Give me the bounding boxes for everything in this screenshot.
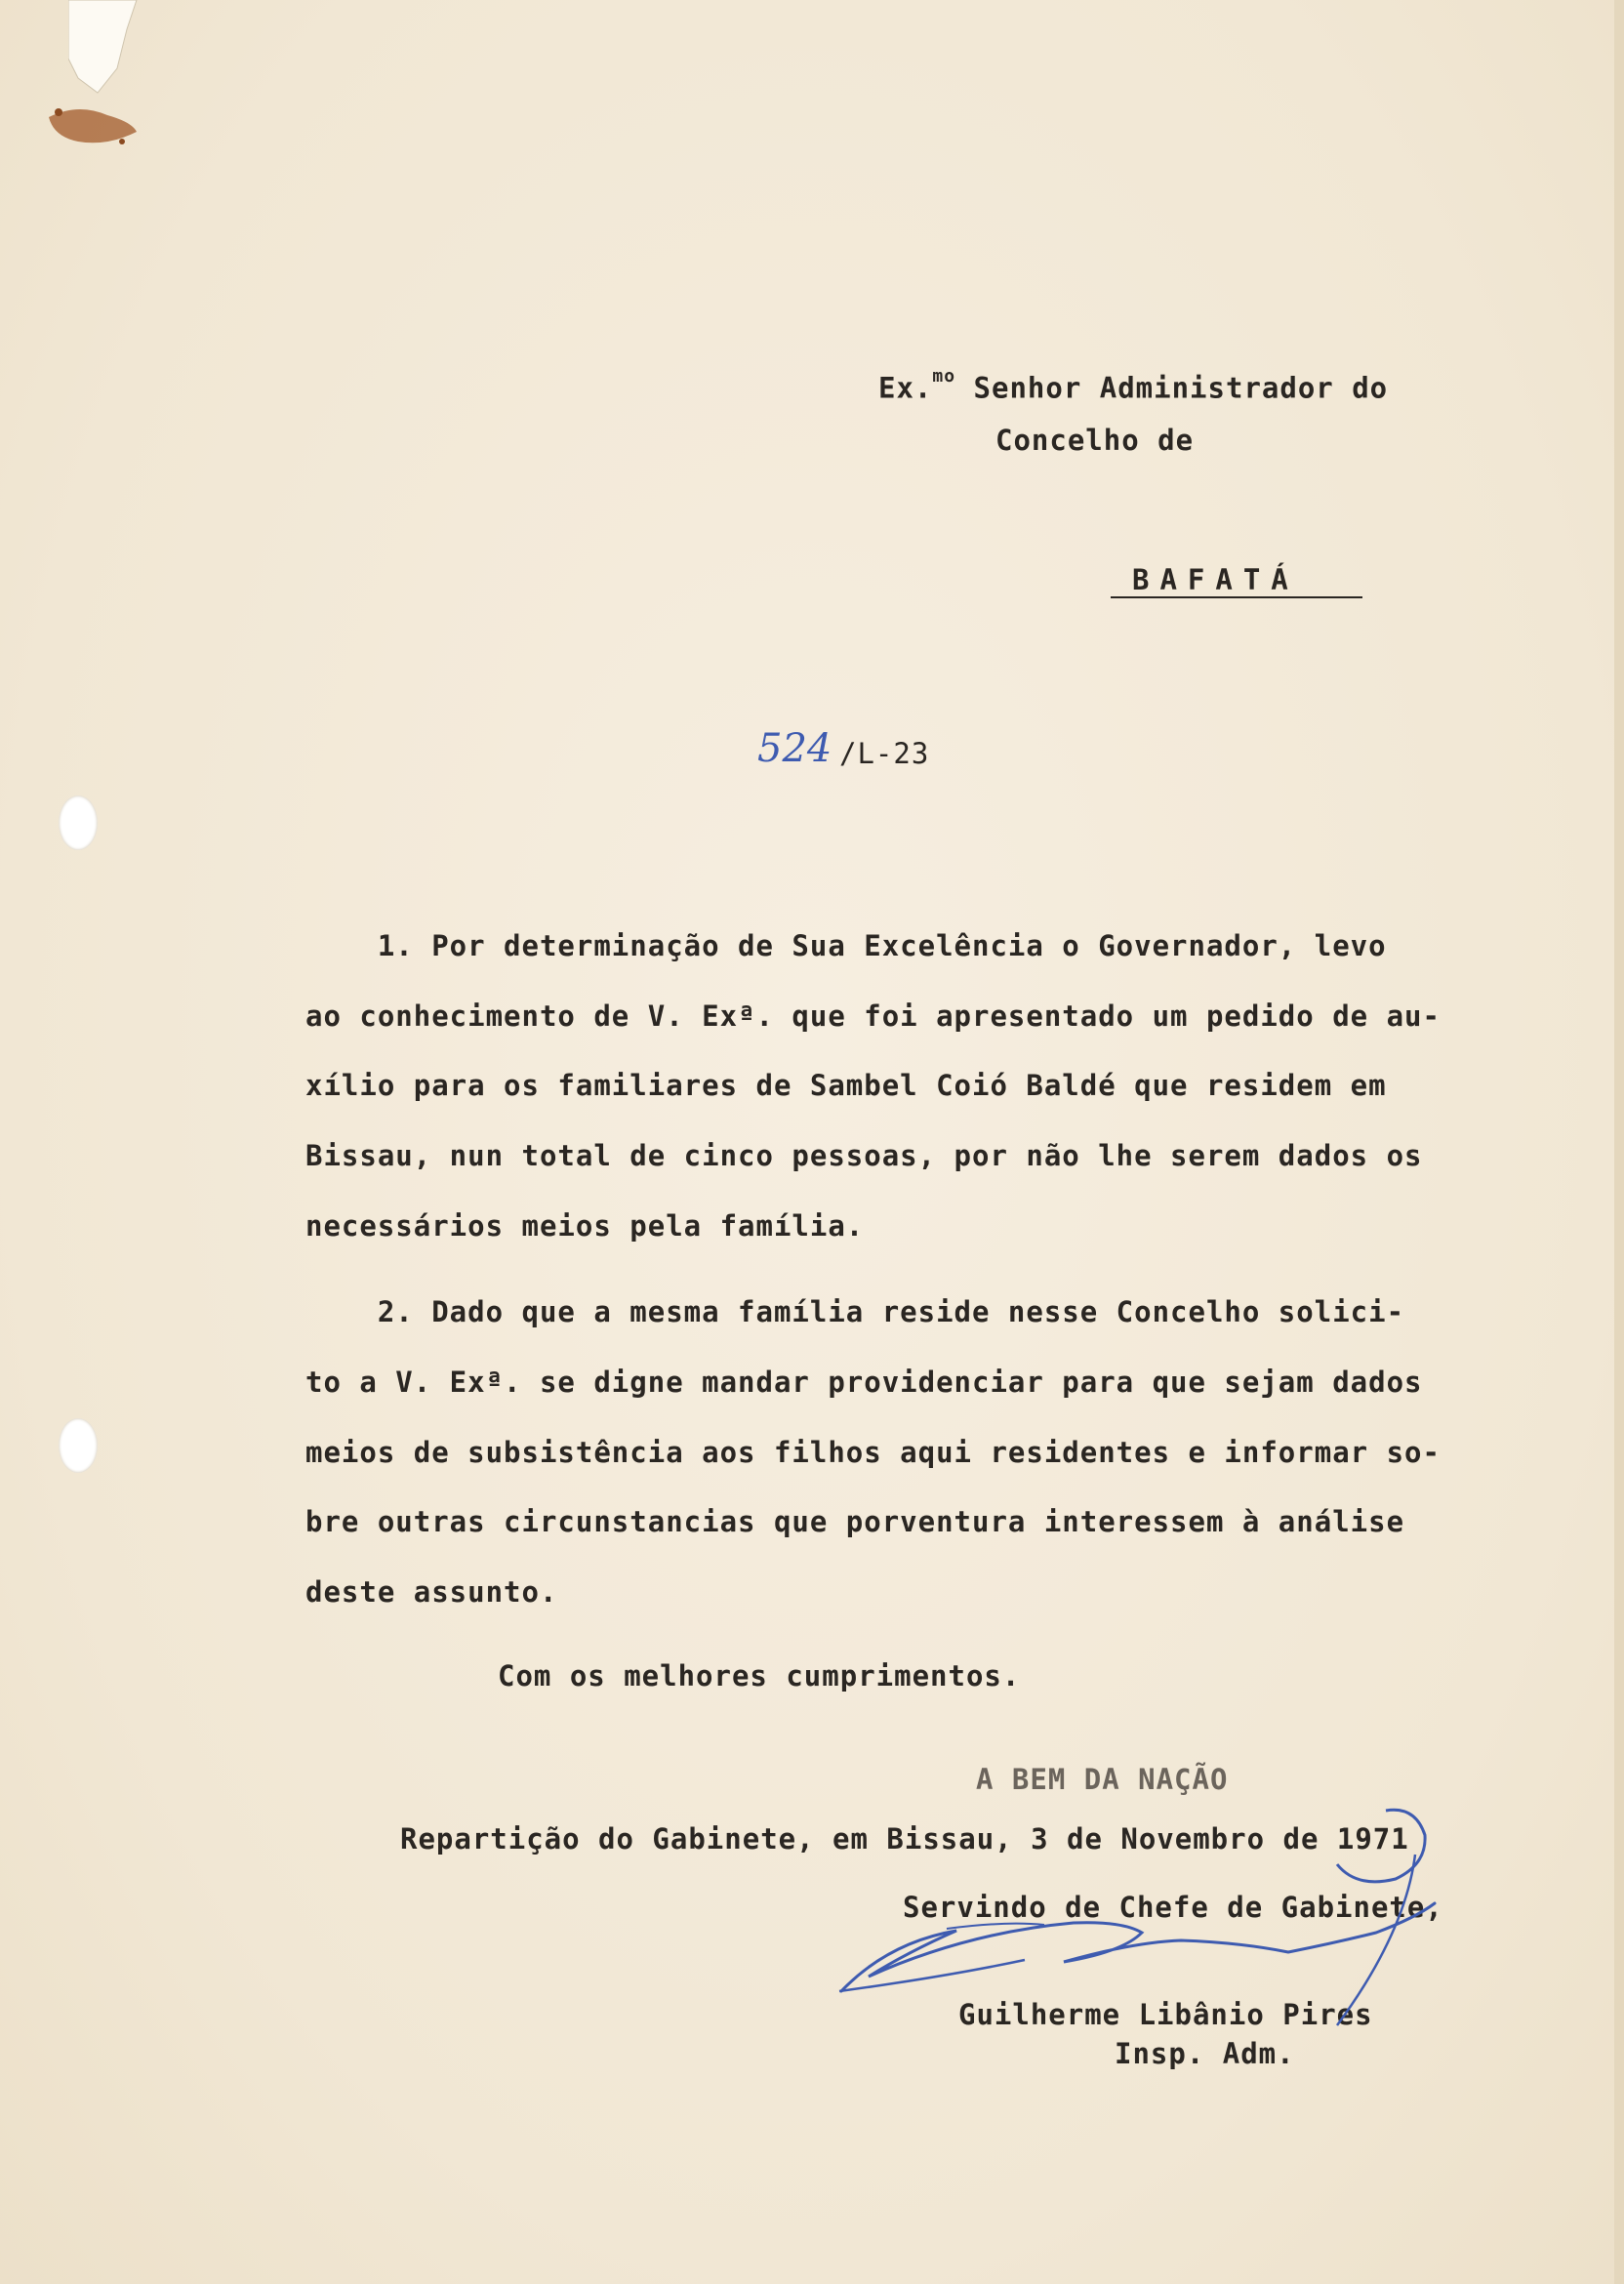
- body-line: ao conhecimento de V. Exª. que foi apresentado um pedido de au-: [305, 999, 1441, 1033]
- body-line: deste assunto.: [305, 1575, 558, 1609]
- body-line: meios de subsistência aos filhos aqui residentes e informar so-: [305, 1436, 1441, 1469]
- place-date-line: Repartição do Gabinete, em Bissau, 3 de Novembro de 1971: [400, 1822, 1409, 1856]
- body-line: 2. Dado que a mesma família reside nesse Concelho solici-: [305, 1295, 1405, 1328]
- body-line: bre outras circunstancias que porventura interessem à análise: [305, 1505, 1405, 1538]
- salutation-superscript: mo: [932, 366, 956, 387]
- rust-stain: [39, 98, 146, 156]
- motto: A BEM DA NAÇÃO: [976, 1763, 1229, 1796]
- punch-hole-top: [59, 795, 98, 850]
- body-line: Bissau, nun total de cinco pessoas, por não lhe serem dados os: [305, 1139, 1423, 1172]
- signatory-name: Guilherme Libânio Pires: [958, 1998, 1373, 2031]
- reference-suffix: /L-23: [839, 737, 930, 770]
- page-edge: [1614, 0, 1624, 2284]
- body-line: xílio para os familiares de Sambel Coió Baldé que residem em: [305, 1069, 1387, 1102]
- signatory-title: Insp. Adm.: [1115, 2037, 1295, 2070]
- closing-line: Com os melhores cumprimentos.: [498, 1659, 1021, 1693]
- body-line: 1. Por determinação de Sua Excelência o Governador, levo: [305, 929, 1387, 962]
- salutation: [878, 366, 1389, 405]
- place-underline: [1111, 596, 1362, 598]
- punch-hole-bottom: [59, 1418, 98, 1473]
- body-line: necessários meios pela família.: [305, 1209, 865, 1243]
- staple-tear-mark: [68, 0, 146, 98]
- salutation-prefix: Ex.: [878, 371, 933, 405]
- handwritten-signature: [830, 1796, 1532, 2050]
- handwritten-reference-number: 524: [757, 726, 832, 771]
- addressee-line-2: Concelho de: [995, 424, 1195, 457]
- body-line: to a V. Exª. se digne mandar providenciar para que sejam dados: [305, 1366, 1423, 1399]
- addressee-place: BAFATÁ: [1132, 563, 1299, 596]
- serving-as-line: Servindo de Chefe de Gabinete,: [903, 1891, 1443, 1924]
- addressee-line-1: Senhor Administrador do: [973, 371, 1389, 405]
